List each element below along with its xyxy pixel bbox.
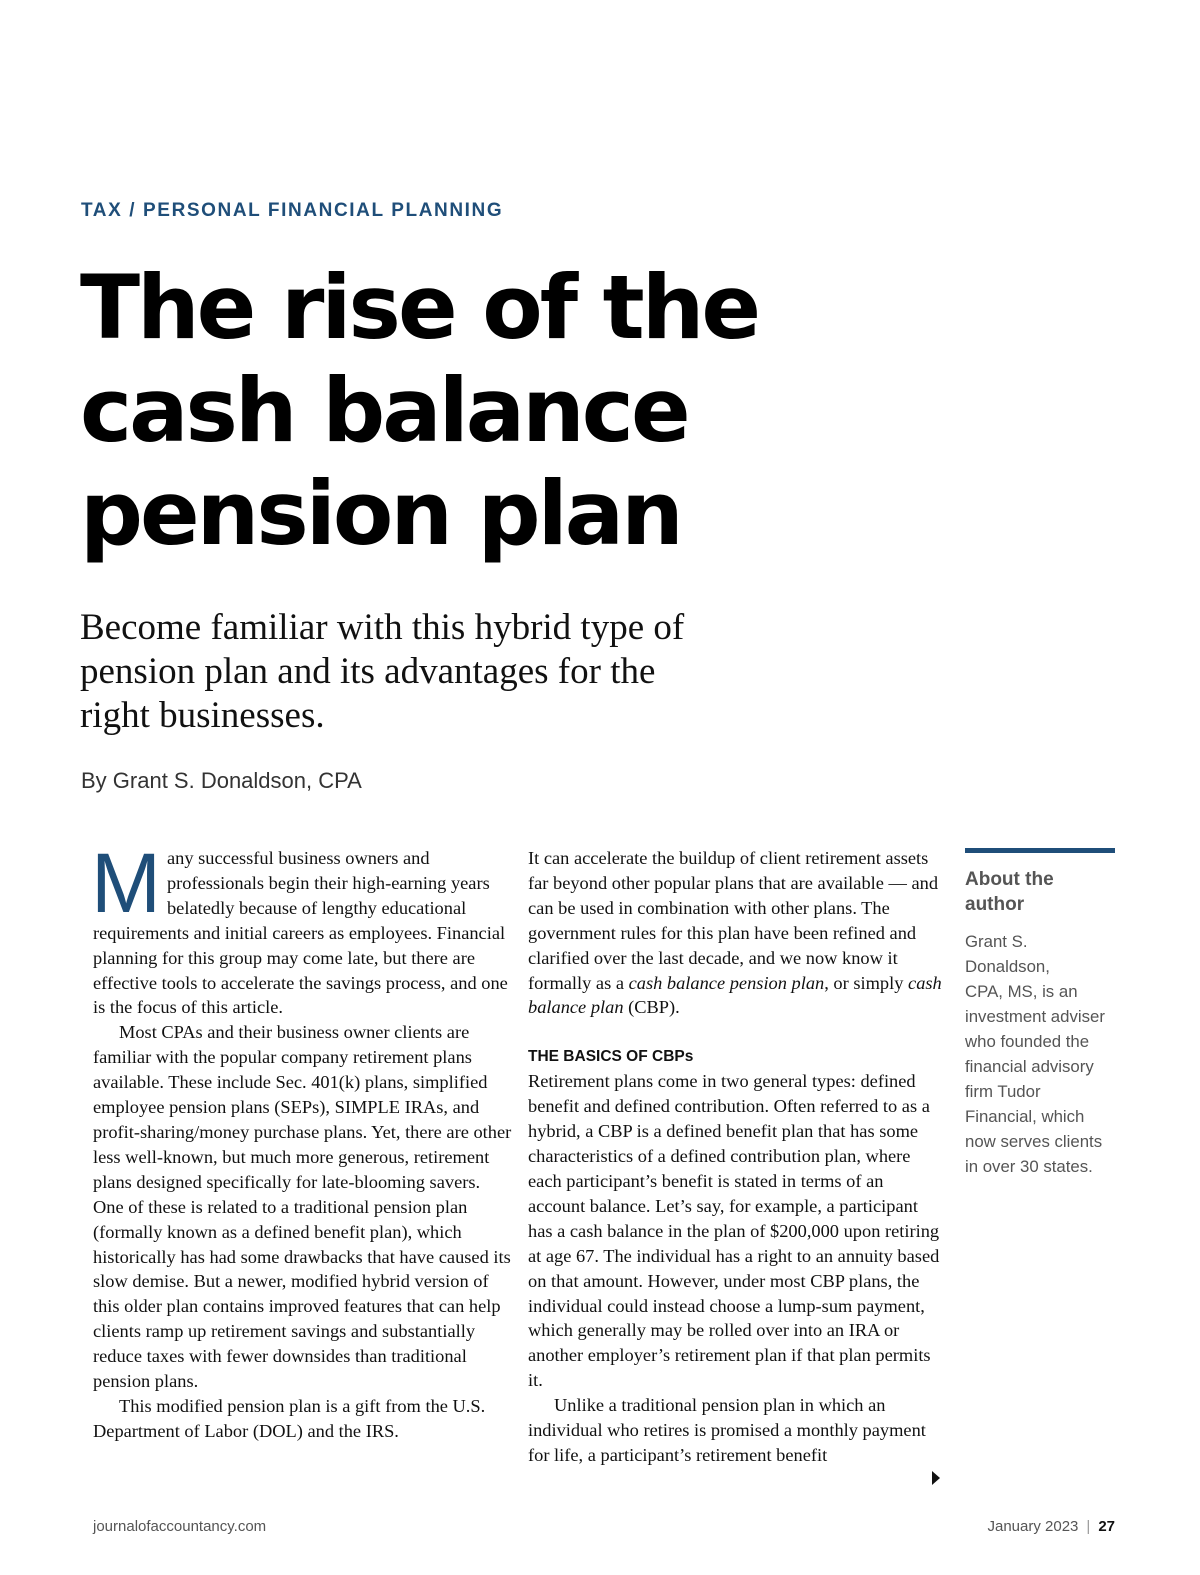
title-line: pension plan	[80, 462, 681, 565]
bio-line: Donaldson,	[965, 957, 1050, 976]
bio-line: firm Tudor	[965, 1082, 1041, 1101]
paragraph: Unlike a traditional pension plan in which an individual who retires is promised a monthly payment for life, a participant’s retirement benefit	[528, 1395, 926, 1465]
paragraph-text: (CBP).	[623, 997, 680, 1018]
emphasis-term: cash balance plan	[528, 972, 942, 1018]
deck-line: pension plan and its advantages for the	[80, 651, 656, 692]
article-title	[80, 256, 840, 565]
footer-issue-info	[988, 1518, 1116, 1535]
page-number: 27	[1098, 1518, 1115, 1535]
bio-line: who founded the	[965, 1032, 1090, 1051]
bio-line: Grant S.	[965, 932, 1028, 951]
sidebar-heading	[965, 867, 1115, 917]
paragraph-text: , or simply	[824, 972, 909, 993]
paragraph	[91, 836, 513, 1020]
paragraph	[528, 846, 943, 1020]
body-column-middle	[528, 846, 943, 1468]
section-kicker: TAX / PERSONAL FINANCIAL PLANNING	[81, 200, 504, 221]
byline: By Grant S. Donaldson, CPA	[81, 768, 362, 793]
bio-line: CPA, MS, is an	[965, 982, 1078, 1001]
drop-cap: M	[91, 836, 161, 930]
paragraph-text: any successful business owners and professionals begin their high-earning years belatedly because of lengthy educational requirements and initial careers as employees. Financial planning for this group may come late, but there are effective tools to accelerate the savings process, and one is the focus of this article.	[93, 848, 508, 1018]
sidebar-heading-line: About the	[965, 869, 1054, 890]
bio-line: in over 30 states.	[965, 1157, 1093, 1176]
title-line: cash balance	[80, 359, 688, 462]
section-subhead: THE BASICS OF CBPs	[528, 1048, 694, 1066]
author-bio	[965, 929, 1115, 1179]
continue-arrow-icon	[932, 1471, 940, 1485]
bio-line: Financial, which	[965, 1107, 1085, 1126]
bio-line: financial advisory	[965, 1057, 1094, 1076]
paragraph: Retirement plans come in two general types: defined benefit and defined contribution. Often referred to as a hybrid, a CBP is a defined benefit plan that has some characteristics of a defined contribution plan, where each participant’s benefit is stated in terms of an account balance. Let’s say, for example, a participant has a cash balance in the plan of $200,000 upon retiring at age 67. The individual has a right to an annuity based on that amount. However, under most CBP plans, the individual could instead choose a lump-sum payment, which generally may be rolled over into an IRA or another employer’s retirement plan if that plan permits it.	[528, 1071, 940, 1391]
deck-line: Become familiar with this hybrid type of	[80, 607, 685, 648]
sidebar-heading-line: author	[965, 894, 1025, 915]
footer-website: journalofaccountancy.com	[93, 1518, 267, 1535]
paragraph: This modified pension plan is a gift from the U.S. Department of Labor (DOL) and the IRS.	[93, 1395, 486, 1441]
bio-line: now serves clients	[965, 1132, 1103, 1151]
paragraph-text: It can accelerate the buildup of client retirement assets far beyond other popular plans that are available — and can be used in combination with other plans. The government rules for this plan have been refined and clarified over the last decade, and we now know it formally as a	[528, 848, 939, 993]
deck-line: right businesses.	[80, 695, 325, 736]
article-deck	[80, 606, 720, 738]
bio-line: investment adviser	[965, 1007, 1105, 1026]
issue-date: January 2023	[987, 1518, 1079, 1535]
emphasis-term: cash balance pension plan	[628, 972, 825, 993]
body-column-left	[91, 836, 513, 1444]
paragraph: Most CPAs and their business owner clients are familiar with the popular company retirement plans available. These include Sec. 401(k) plans, simplified employee pension plans (SEPs), SIMPLE IRAs, and profit-sharing/money purchase plans. Yet, there are other less well-known, but much more generous, retirement plans designed specifically for late-blooming savers. One of these is related to a traditional pension plan (formally known as a defined benefit plan), which historically has had some drawbacks that have caused its slow demise. But a newer, modified hybrid version of this older plan contains improved features that can help clients ramp up retirement savings and substantially reduce taxes with fewer downsides than traditional pension plans.	[93, 1022, 512, 1392]
sidebar-rule	[965, 848, 1115, 853]
footer-separator: |	[1086, 1518, 1091, 1535]
title-line: The rise of the	[80, 256, 759, 359]
author-sidebar	[965, 848, 1115, 1179]
